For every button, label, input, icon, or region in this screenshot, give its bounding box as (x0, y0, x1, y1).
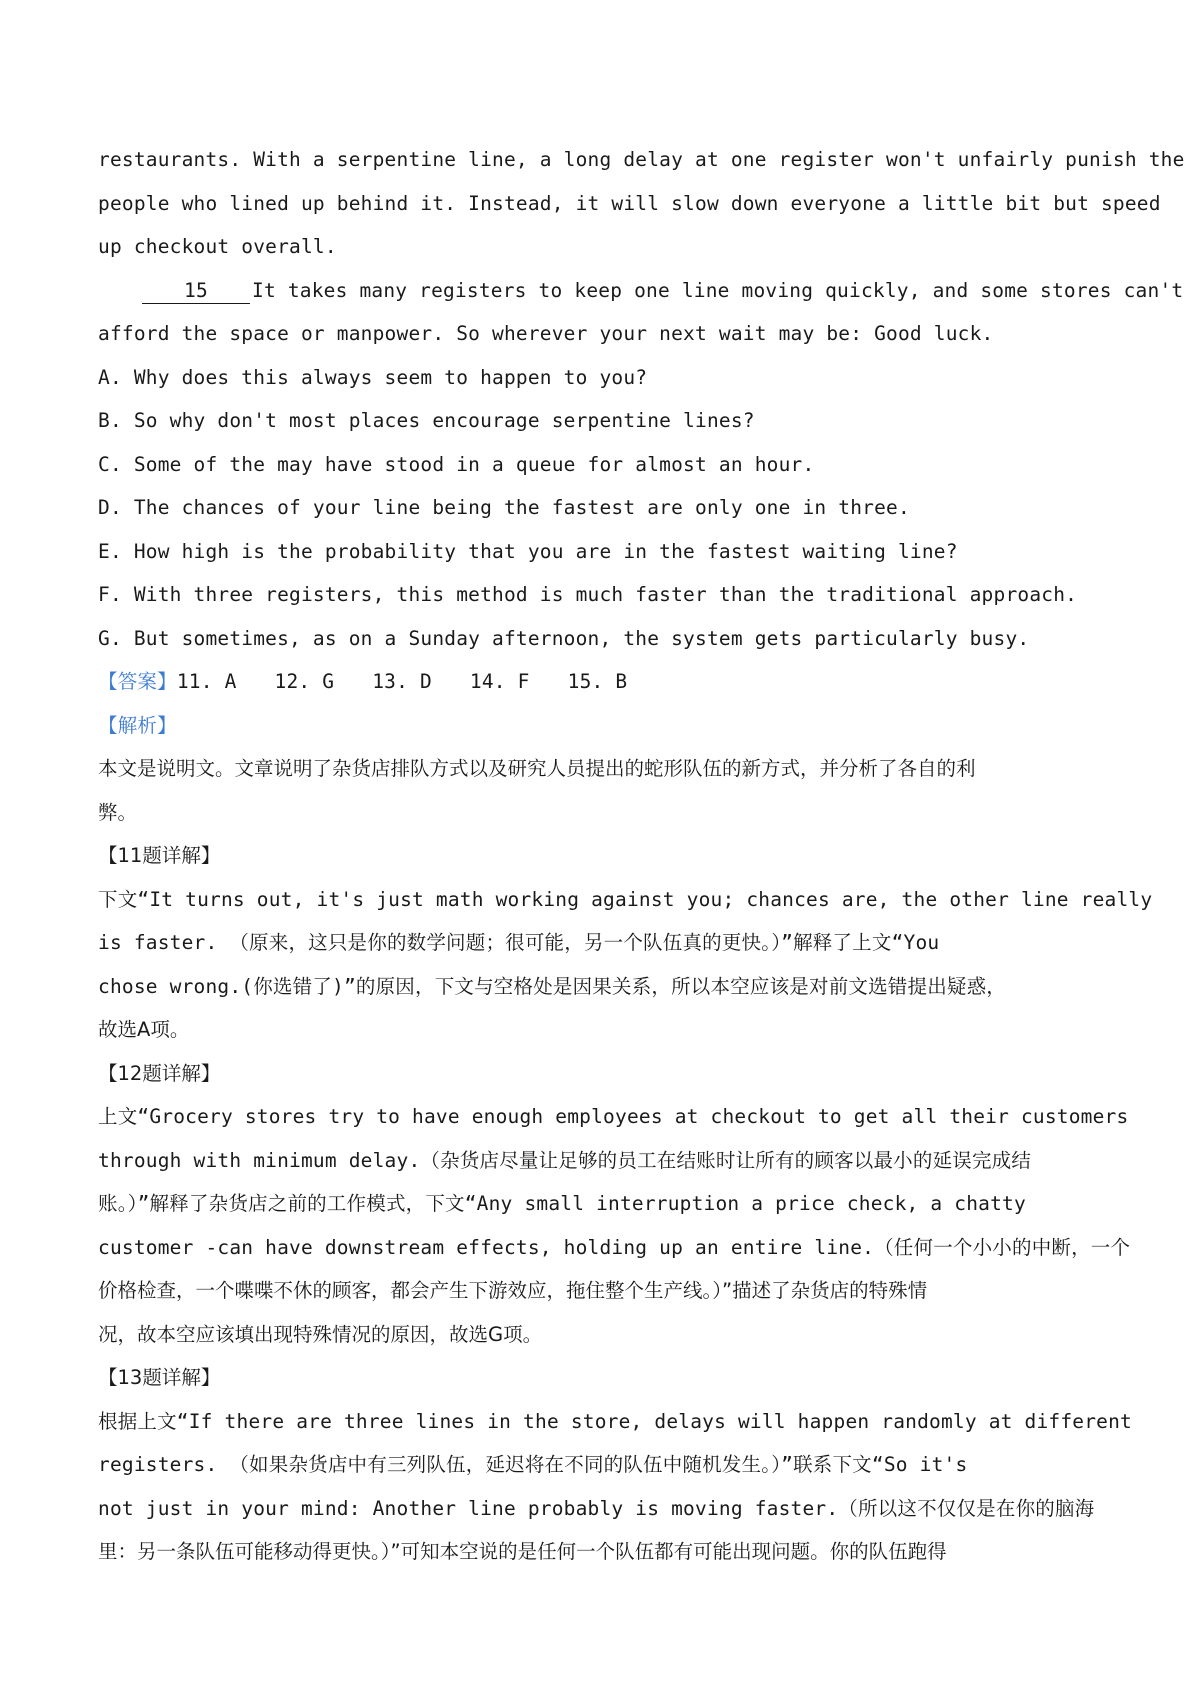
q12-text: through with minimum delay.（杂货店尽量让足够的员工在结账时让所有的顾客以最小的延误完成结 (98, 1148, 1032, 1172)
option-b: B. So why don't most places encourage serpentine lines? (98, 409, 755, 432)
answer-line (98, 660, 1080, 704)
q11-text: 下文“It turns out, it's just math working against you; chances are, the other line really (98, 887, 1153, 911)
blank-15: 15 (142, 279, 250, 304)
q11-text: chose wrong.(你选错了)”的原因，下文与空格处是因果关系，所以本空应该是对前文选错提出疑惑， (98, 974, 1007, 998)
q13-heading: 【13题详解】 (98, 1366, 221, 1389)
q11-heading: 【11题详解】 (98, 844, 221, 867)
q12-text: 账。）”解释了杂货店之前的工作模式，下文“Any small interruption a price check, a chatty (98, 1192, 1026, 1215)
q12-text: 上文“Grocery stores try to have enough employees at checkout to get all their customers (98, 1105, 1129, 1128)
option-d: D. The chances of your line being the fastest are only one in three. (98, 496, 910, 519)
passage-line: people who lined up behind it. Instead, it will slow down everyone a little bit but speed (98, 191, 1161, 215)
q13-text: 根据上文“If there are three lines in the store, delays will happen randomly at different (98, 1409, 1132, 1433)
analysis-label: 【解析】 (98, 713, 177, 737)
option-c: C. Some of the may have stood in a queue for almost an hour. (98, 452, 815, 476)
answer-label: 【答案】 (98, 670, 177, 693)
analysis-summary: 本文是说明文。文章说明了杂货店排队方式以及研究人员提出的蛇形队伍的新方式，并分析了各自的利 (98, 757, 976, 780)
q11-text: is faster. （原来，这只是你的数学问题；很可能，另一个队伍真的更快。）”解释了上文“You (98, 931, 940, 954)
option-f: F. With three registers, this method is much faster than the traditional approach. (98, 583, 1078, 606)
answer-item: 12. G (274, 670, 335, 693)
q12-text: customer -can have downstream effects, holding up an entire line.（任何一个小小的中断，一个 (98, 1235, 1131, 1259)
q13-text: not just in your mind: Another line probably is moving faster.（所以这不仅仅是在你的脑海 (98, 1496, 1095, 1520)
passage-line-with-blank (98, 269, 1184, 313)
answer-item: 15. B (567, 670, 628, 693)
q12-heading: 【12题详解】 (98, 1061, 221, 1085)
q13-text: 里：另一条队伍可能移动得更快。）”可知本空说的是任何一个队伍都有可能出现问题。你的队伍跑得 (98, 1540, 947, 1563)
q11-text: 故选A项。 (98, 1018, 190, 1041)
passage-text: It takes many registers to keep one line moving quickly, and some stores can't (252, 278, 1184, 302)
option-a: A. Why does this always seem to happen to you? (98, 365, 648, 389)
passage-line: restaurants. With a serpentine line, a long delay at one register won't unfairly punish the (98, 148, 1185, 171)
passage-line: afford the space or manpower. So wherever your next wait may be: Good luck. (98, 322, 994, 345)
option-g: G. But sometimes, as on a Sunday afternoon, the system gets particularly busy. (98, 626, 1030, 650)
passage-line: up checkout overall. (98, 235, 337, 258)
analysis-summary: 弊。 (98, 800, 138, 824)
answer-item: 14. F (469, 670, 530, 693)
answer-item: 11. A (176, 670, 237, 693)
answer-item: 13. D (372, 670, 432, 693)
q12-text: 价格检查，一个喋喋不休的顾客，都会产生下游效应，拖住整个生产线。）”描述了杂货店的特殊情 (98, 1279, 928, 1302)
q13-text: registers. （如果杂货店中有三列队伍，延迟将在不同的队伍中随机发生。）”联系下文“So it's (98, 1453, 968, 1476)
q12-text: 况，故本空应该填出现特殊情况的原因，故选G项。 (98, 1322, 543, 1346)
option-e: E. How high is the probability that you are in the fastest waiting line? (98, 539, 958, 563)
